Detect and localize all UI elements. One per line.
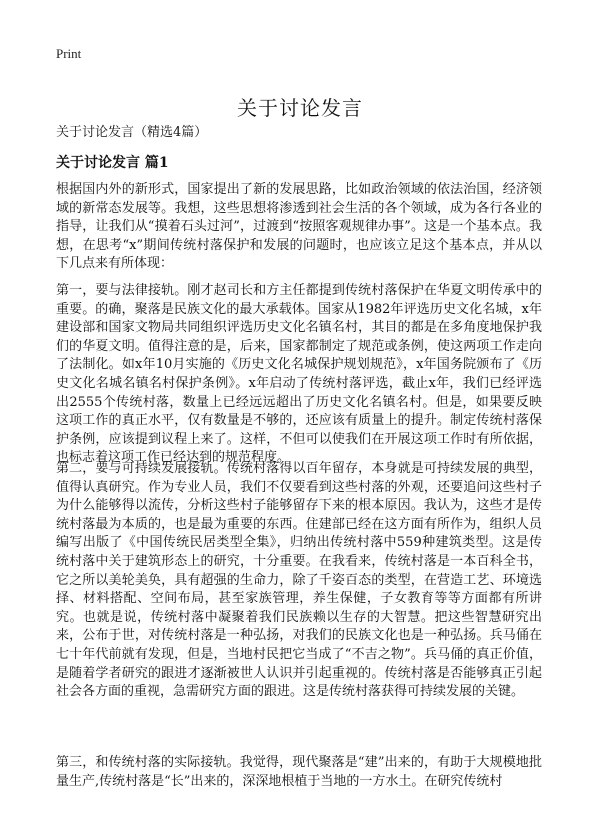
print-link[interactable]: Print	[56, 46, 82, 61]
paragraph-second-point: 第二，要与可持续发展接轨。传统村落得以百年留存，本身就是可持续发展的典型，值得认真研究。作为专业人员，我们不仅要看到这些村落的外观，还要追问这些村子为什么能够得以流传，分析这些村子能够留存下来的根本原因。我认为，这些才是传统村落最为本质的，也是最为重要的东西。住建部已经在这方面有所作为，组织人员编写出版了《中国传统民居类型全集》，归纳出传统村落中559种建筑类型。这是传统村落中关于建筑形态上的研究，十分重要。在我看来，传统村落是一本百科全书，它之所以美轮美奂，具有超强的生命力，除了千姿百态的类型，在营造工艺、环境选择、材料搭配、空间布局，甚至家族管理，养生保健，子女教育等等方面都有所讲究。也就是说，传统村落中凝聚着我们民族赖以生存的大智慧。把这些智慧研究出来，公布于世，对传统村落是一种弘扬，对我们的民族文化也是一种弘扬。兵马俑在七十年代前就有发现，但是，当地村民把它当成了“不吉之物”。兵马俑的真正价值，是随着学者研究的跟进才逐渐被世人认识并引起重视的。传统村落是否能够真正引起社会各方面的重视，急需研究方面的跟进。这是传统村落获得可持续发展的关键。	[56, 461, 542, 700]
section-heading: 关于讨论发言 篇1	[56, 155, 169, 171]
document-title: 关于讨论发言	[237, 96, 363, 121]
paragraph-intro: 根据国内外的新形式，国家提出了新的发展思路，比如政治领域的依法治国，经济领域的新常态发展等。我想，这些思想将渗透到社会生活的各个领域，成为各行各业的指导，让我们从“摸着石头过河”，过渡到“按照客观规律办事”。这是一个基本点。我想，在思考“x”期间传统村落保护和发展的问题时，也应该立足这个基本点，并从以下几点来有所体现：	[56, 182, 542, 272]
paragraph-first-point: 第一，要与法律接轨。刚才赵司长和方主任都提到传统村落保护在华夏文明传承中的重要。的确，聚落是民族文化的最大承载体。国家从1982年评选历史文化名城，x年建设部和国家文物局共同组织评选历史文化名镇名村，其目的都是在多角度地保护我们的华夏文明。值得注意的是，后来，国家都制定了规范或条例，使这两项工作走向了法制化。如x年10月实施的《历史文化名城保护规划规范》，x年国务院颁布了《历史文化名城名镇名村保护条例》。x年启动了传统村落评选，截止x年，我们已经评选出2555个传统村落，数量上已经远远超出了历史文化名镇名村。但是，如果要反映这项工作的真正水平，仅有数量是不够的，还应该有质量上的提升。制定传统村落保护条例，应该提到议程上来了。这样，不但可以使我们在开展这项工作时有所依据，也标志着这项工作已经达到的规范程度。	[56, 283, 542, 466]
document-subtitle: 关于讨论发言（精选4篇）	[56, 125, 208, 140]
paragraph-third-point: 第三，和传统村落的实际接轨。我觉得，现代聚落是“建”出来的，有助于大规模地批量生产,传统村落是“长”出来的，深深地根植于当地的一方水土。在研究传统村	[56, 755, 542, 789]
